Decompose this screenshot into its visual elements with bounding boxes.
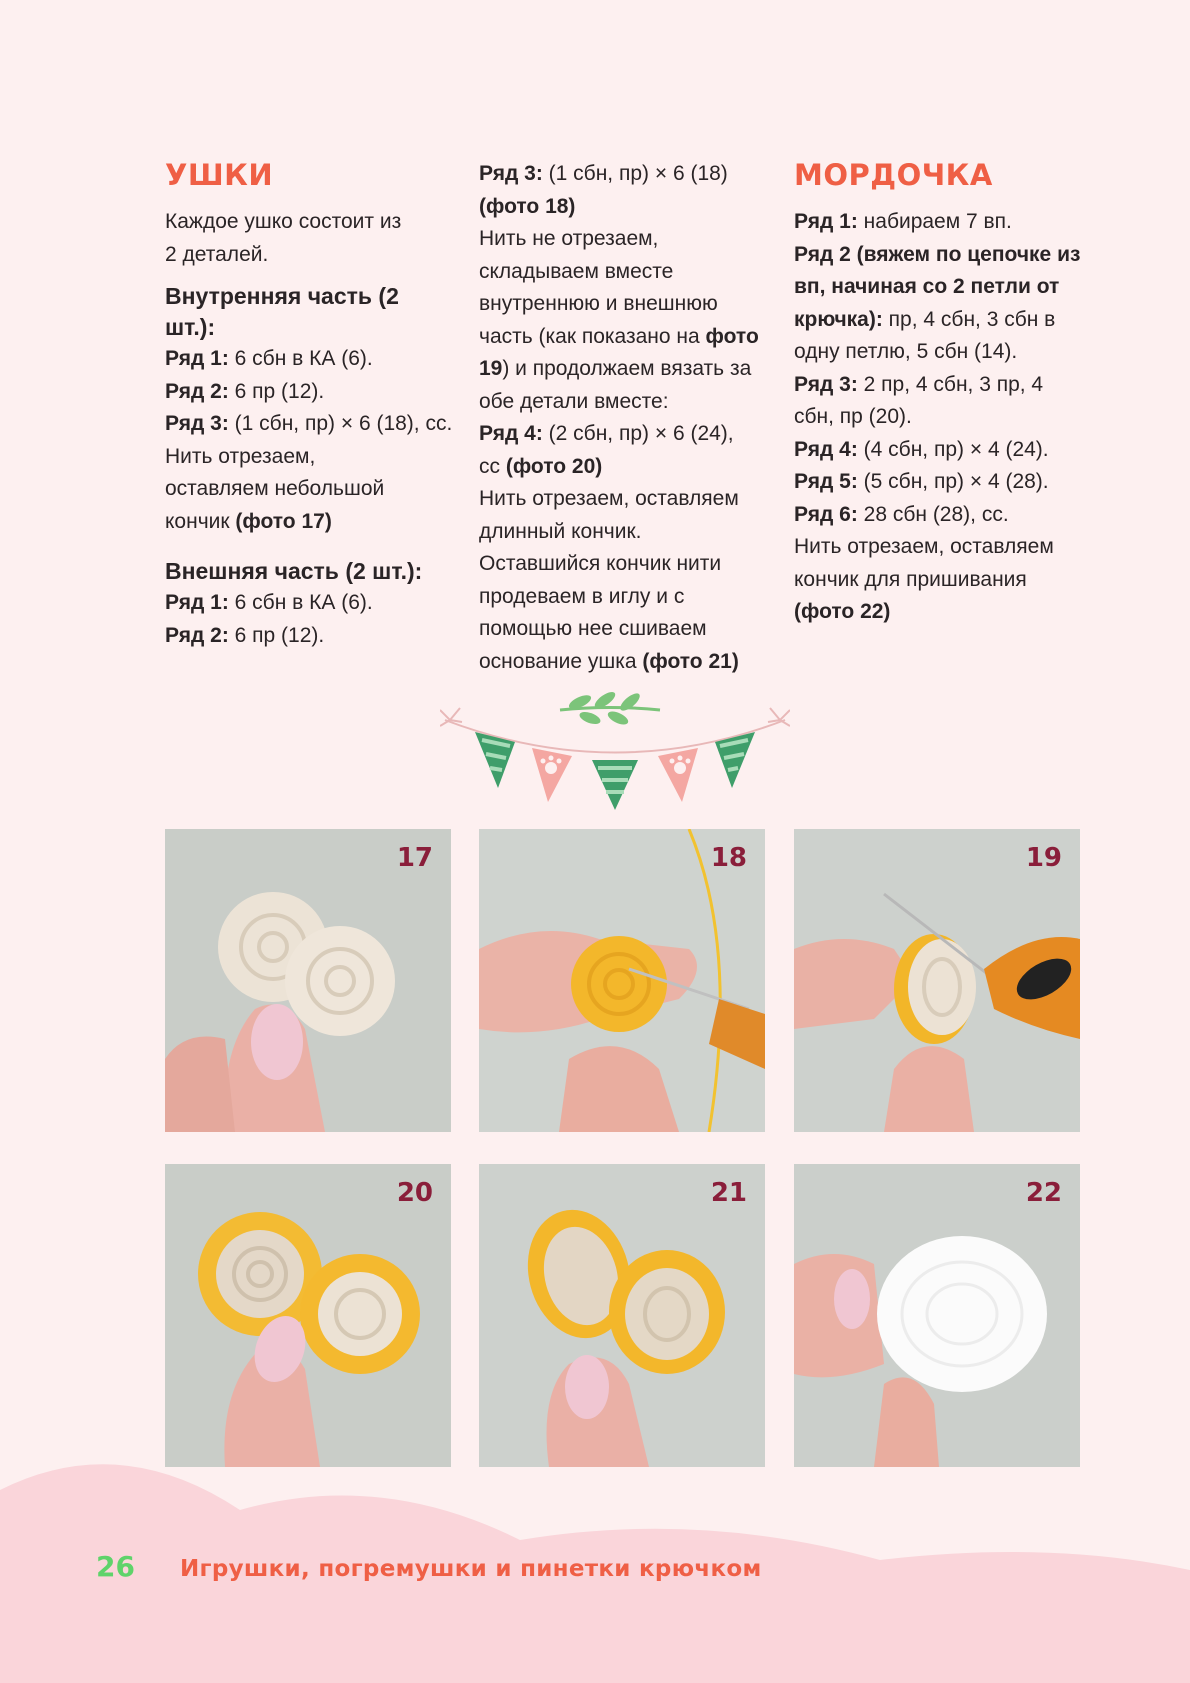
photo-22 <box>794 1164 1080 1467</box>
muzzle-row-1: Ряд 1: набираем 7 вп. <box>794 210 1012 233</box>
sew-note: Нить отрезаем, оставляем длинный кончик. Оставшийся кончик нити продеваем в иглу и с помощью нее сшиваем основание ушка (фото 21) <box>479 487 739 673</box>
photo-20 <box>165 1164 451 1467</box>
leaf-sprig-icon <box>560 689 660 727</box>
photo-number-22: 22 <box>1025 1178 1062 1208</box>
ears-title: УШКИ <box>165 158 274 192</box>
photo-number-18: 18 <box>710 843 747 873</box>
photo-number-17: 17 <box>396 843 433 873</box>
inner-row-2: Ряд 2: 6 пр (12). <box>165 379 325 403</box>
inner-row-3: Ряд 3: (1 сбн, пр) × 6 (18), сс. <box>165 412 453 435</box>
photo-number-19: 19 <box>1025 843 1062 873</box>
outer-row-2: Ряд 2: 6 пр (12). <box>165 623 325 647</box>
muzzle-note: Нить отрезаем, оставляем кончик для пришивания (фото 22) <box>794 535 1054 623</box>
outer-part-title: Внешняя часть (2 шт.): <box>165 558 423 584</box>
muzzle-row-4: Ряд 4: (4 сбн, пр) × 4 (24). <box>794 437 1049 461</box>
photo-21 <box>479 1164 765 1467</box>
outer-row-1: Ряд 1: 6 сбн в КА (6). <box>165 591 373 614</box>
photo-18 <box>479 829 765 1132</box>
page-number: 26 <box>96 1550 135 1583</box>
muzzle-row-3: Ряд 3: 2 пр, 4 сбн, 3 пр, 4 сбн, пр (20). <box>794 372 1044 428</box>
book-title: Игрушки, погремушки и пинетки крючком <box>180 1556 762 1582</box>
muzzle-row-6: Ряд 6: 28 сбн (28), сс. <box>794 502 1009 526</box>
ears-row-4: Ряд 4: (2 сбн, пр) × 6 (24), сс (фото 20) <box>479 422 734 478</box>
photo-19 <box>794 829 1080 1132</box>
photo-number-20: 20 <box>396 1178 433 1208</box>
inner-part-title: Внутренняя часть (2 шт.): <box>165 283 399 340</box>
bunting-decoration <box>440 680 790 820</box>
inner-note: Нить отрезаем, оставляем небольшой кончик (фото 17) <box>165 444 385 533</box>
ears-column <box>165 158 465 652</box>
muzzle-title: МОРДОЧКА <box>794 158 993 192</box>
ears-intro: Каждое ушко состоит из 2 деталей. <box>165 210 402 266</box>
photo-17 <box>165 829 451 1132</box>
ears-row-3: Ряд 3: (1 сбн, пр) × 6 (18) (фото 18) <box>479 162 728 218</box>
fold-note: Нить не отрезаем, складываем вместе внутреннюю и внешнюю часть (как показано на фото 19) и продолжаем вязать за обе детали вместе: <box>479 227 759 413</box>
inner-row-1: Ряд 1: 6 сбн в КА (6). <box>165 347 373 370</box>
ears-continued-column <box>479 158 779 678</box>
muzzle-row-5: Ряд 5: (5 сбн, пр) × 4 (28). <box>794 470 1049 493</box>
muzzle-row-2: Ряд 2 (вяжем по цепочке из вп, начиная со 2 петли от крючка): пр, 4 сбн, 3 сбн в одну петлю, 5 сбн (14). <box>794 242 1081 363</box>
photo-number-21: 21 <box>710 1178 747 1208</box>
muzzle-column <box>794 158 1094 629</box>
